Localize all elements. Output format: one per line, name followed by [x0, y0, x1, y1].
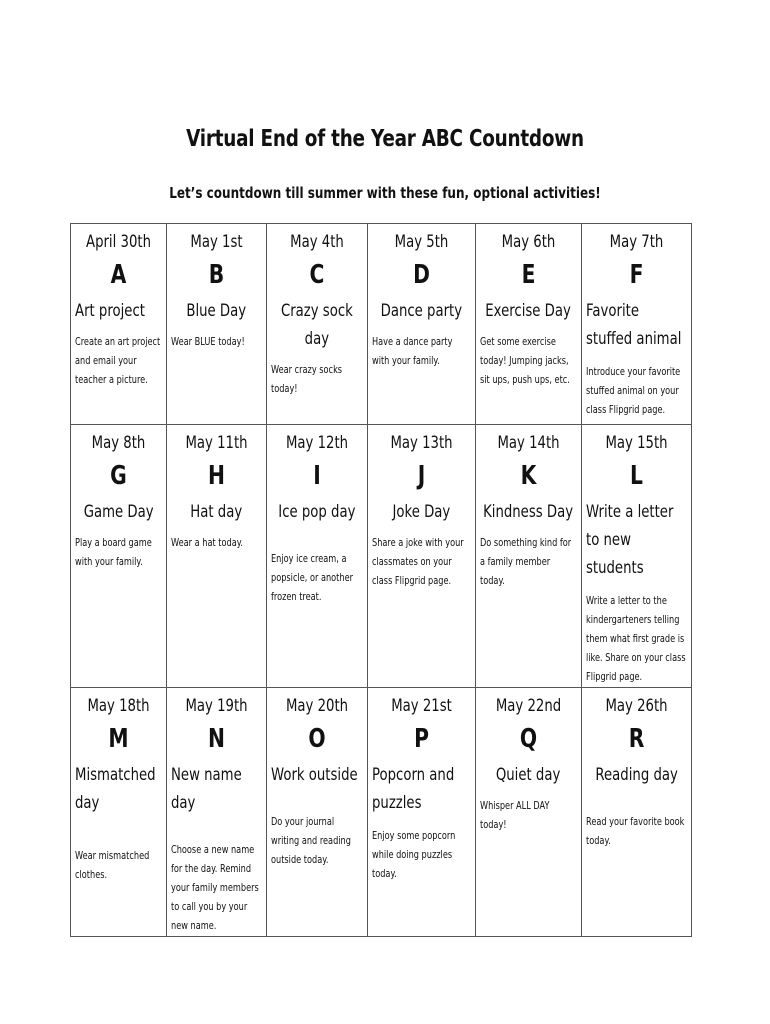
cell-date: May 11th: [185, 433, 248, 453]
cell-date: May 15th: [605, 433, 668, 453]
cell-letter: O: [308, 724, 326, 754]
cell-letter: M: [108, 724, 129, 754]
cell-date: May 1st: [190, 232, 243, 252]
calendar-cell: [368, 688, 476, 937]
page-subtitle: Let’s countdown till summer with these fun, optional activities!: [169, 184, 601, 202]
cell-description: Do something kind for a family member today.: [480, 537, 572, 587]
cell-activity: Dance party: [380, 301, 463, 321]
calendar-cell: [267, 224, 368, 425]
cell-date: May 13th: [390, 433, 453, 453]
cell-description: Wear a hat today.: [171, 537, 244, 549]
cell-date: May 5th: [394, 232, 449, 252]
cell-date: May 8th: [91, 433, 146, 453]
calendar-cell: [71, 224, 167, 425]
calendar-cell: [167, 688, 267, 937]
cell-description: Whisper ALL DAY today!: [480, 800, 550, 831]
cell-description: Share a joke with your classmates on your class Flipgrid page.: [372, 537, 464, 587]
cell-activity: Write a letter to new students: [586, 502, 674, 578]
cell-activity: Crazy sock day: [281, 301, 353, 349]
cell-letter: F: [629, 260, 644, 290]
cell-date: May 19th: [185, 696, 248, 716]
cell-description: Play a board game with your family.: [75, 537, 152, 568]
calendar-cell: [368, 224, 476, 425]
cell-activity: New name day: [171, 765, 242, 813]
cell-letter: Q: [519, 724, 538, 754]
calendar-cell: [476, 425, 582, 688]
cell-activity: Popcorn and puzzles: [372, 765, 455, 813]
cell-letter: N: [208, 724, 225, 754]
calendar-cell: [267, 688, 368, 937]
cell-letter: B: [208, 260, 225, 290]
cell-letter: P: [414, 724, 429, 754]
cell-description: Create an art project and email your teacher a picture.: [75, 336, 161, 386]
cell-description: Enjoy ice cream, a popsicle, or another frozen treat.: [271, 553, 353, 603]
calendar-cell: [476, 224, 582, 425]
cell-letter: I: [313, 461, 321, 491]
cell-date: May 7th: [609, 232, 664, 252]
cell-date: May 4th: [290, 232, 344, 252]
cell-activity: Kindness Day: [483, 502, 574, 522]
cell-letter: L: [630, 461, 643, 491]
countdown-calendar-table: [70, 223, 692, 937]
cell-description: Choose a new name for the day. Remind your family members to call you by your new name.: [171, 844, 259, 932]
cell-date: May 22nd: [495, 696, 562, 716]
cell-description: Have a dance party with your family.: [372, 336, 453, 367]
cell-description: Enjoy some popcorn while doing puzzles today.: [372, 830, 456, 880]
cell-activity: Reading day: [595, 765, 678, 785]
cell-letter: K: [520, 461, 537, 491]
cell-date: May 21st: [391, 696, 452, 716]
cell-letter: R: [628, 724, 645, 754]
cell-description: Wear BLUE today!: [171, 336, 245, 348]
cell-activity: Favorite stuffed animal: [586, 301, 682, 349]
cell-description: Do your journal writing and reading outside today.: [271, 816, 351, 866]
table-row: [71, 425, 692, 688]
cell-date: April 30th: [85, 232, 152, 252]
cell-date: May 14th: [497, 433, 560, 453]
cell-description: Wear mismatched clothes.: [75, 850, 150, 881]
cell-letter: D: [413, 260, 430, 290]
cell-letter: J: [417, 461, 426, 491]
calendar-cell: [368, 425, 476, 688]
table-row: [71, 224, 692, 425]
cell-letter: E: [521, 260, 536, 290]
cell-date: May 12th: [285, 433, 349, 453]
cell-activity: Game Day: [83, 502, 154, 522]
cell-description: Get some exercise today! Jumping jacks, sit ups, push ups, etc.: [480, 336, 570, 386]
cell-activity: Joke Day: [392, 502, 451, 522]
cell-activity: Work outside: [271, 765, 358, 785]
cell-description: Wear crazy socks today!: [271, 364, 343, 395]
cell-activity: Mismatched day: [75, 765, 156, 813]
table-row: [71, 688, 692, 937]
calendar-cell: [582, 224, 692, 425]
cell-letter: A: [110, 260, 127, 290]
calendar-cell: [582, 425, 692, 688]
page-title: Virtual End of the Year ABC Countdown: [186, 126, 584, 152]
calendar-cell: [71, 425, 167, 688]
calendar-cell: [167, 224, 267, 425]
cell-activity: Ice pop day: [278, 502, 356, 522]
cell-date: May 6th: [501, 232, 556, 252]
cell-date: May 20th: [285, 696, 349, 716]
cell-description: Introduce your favorite stuffed animal on your class Flipgrid page.: [586, 366, 681, 416]
calendar-cell: [167, 425, 267, 688]
calendar-cell: [71, 688, 167, 937]
cell-activity: Hat day: [190, 502, 243, 522]
cell-letter: H: [208, 461, 225, 491]
cell-letter: C: [309, 260, 325, 290]
cell-date: May 26th: [605, 696, 668, 716]
cell-date: May 18th: [87, 696, 150, 716]
cell-letter: G: [110, 461, 127, 491]
cell-activity: Quiet day: [496, 765, 561, 785]
cell-description: Read your favorite book today.: [586, 816, 685, 847]
cell-activity: Blue Day: [186, 301, 247, 321]
cell-activity: Art project: [75, 301, 145, 321]
calendar-cell: [267, 425, 368, 688]
calendar-cell: [582, 688, 692, 937]
cell-description: Write a letter to the kindergarteners telling them what first grade is like. Share on your class Flipgrid page.: [586, 595, 686, 683]
calendar-cell: [476, 688, 582, 937]
cell-activity: Exercise Day: [485, 301, 572, 321]
